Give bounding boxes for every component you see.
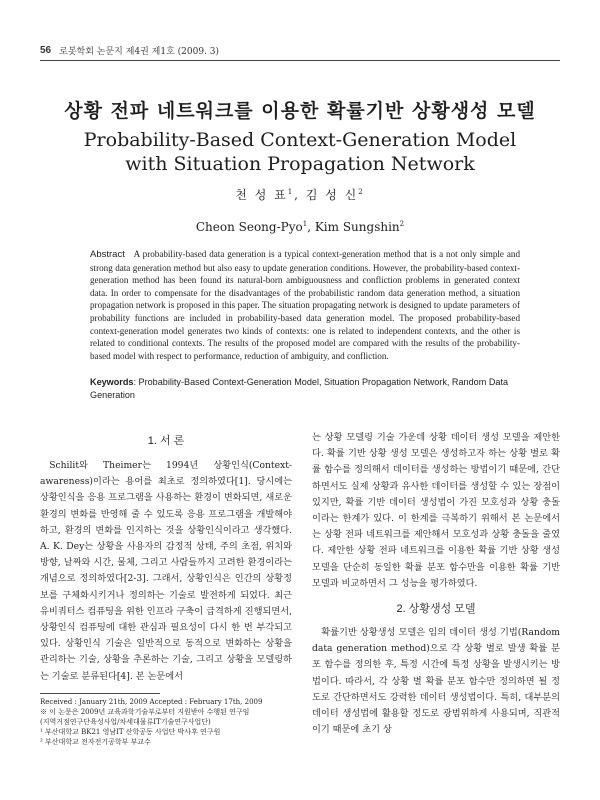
- english-title-line2: with Situation Propagation Network: [125, 153, 475, 175]
- received-dates: Received : January 21th, 2009 Accepted : February 17th, 2009: [40, 698, 263, 706]
- running-header: [40, 44, 560, 57]
- section1-heading: 1. 서 론: [147, 435, 185, 447]
- funding-note: ※ 이 논문은 2009년 교육과학기술부로부터 지원받아 수행된 연구임: [40, 708, 250, 716]
- abstract-label: Abstract: [90, 249, 125, 260]
- section2-heading: 2. 상황생성 모델: [396, 603, 476, 615]
- author2-en-affil: 2: [399, 220, 405, 228]
- author1-en-affil: 1: [302, 220, 308, 228]
- author-sep-en: ,: [307, 220, 315, 234]
- author2-ko-affil: 2: [358, 188, 365, 196]
- author1-ko-affil: 1: [287, 188, 295, 196]
- section1-paragraph: Schilit와 Theimer는 1994년 상황인식(Context-awareness)이라는 용어를 최초로 정의하였다[1]. 당시에는 상황인식을 응용 프로그램을 사용하는 환경이 변화되면, 새로운 환경의 변화를 반영해 줄 수 있도록 응용 프로그램을 개발해야 하고, 환경의 변화를 인지하는 것을 상황인식이라고 생각했다. A. K. Dey는 상황을 사용자의 감정적 상태, 주의 초점, 위치와 방향, 날짜와 시간, 물체, 그리고 사람들까지 고려한 환경이라는 개념으로 정의하였다[2-3]. 그래서, 상황인식은 인간의 상황정보를 구체화시키거나 정의하는 기술로 발전하게 되었다. 최근 유비쿼터스 컴퓨팅을 위한 인프라 구축이 급격하게 진행되면서, 상황인식 컴퓨팅에 대한 관심과 필요성이 다시 한 번 부각되고 있다. 상황인식 기술은 일반적으로 동적으로 변화하는 상황을 관리하는 기술, 상황을 추론하는 기술, 그리고 상황을 모델링하는 기술로 분류된다[4]. 본 논문에서: [40, 460, 292, 682]
- header-rule: [40, 60, 560, 61]
- funding-note-2: (지역거점연구단육성사업/차세대물류IT기술연구사업단): [40, 718, 211, 726]
- keywords-text: : Probability-Based Context-Generation Model, Situation Propagation Network, Random Data Generation: [90, 377, 509, 400]
- footnote-rule: [40, 693, 160, 694]
- section2-body: [312, 625, 560, 738]
- journal-info: 로봇학회 논문지 제4권 제1호 (2009. 3): [59, 47, 220, 57]
- korean-title: 상황 전파 네트워크를 이용한 확률기반 상황생성 모델: [64, 100, 536, 122]
- keywords: [90, 376, 520, 401]
- author2-ko: 김 성 신: [305, 188, 359, 202]
- abstract-text: A probability-based data generation is a typical context-generation method that is a not only simple and strong data generation method but also easy to update generation conditions. However, the probability-based context-generation method has been found its natural-born ambiguousness and confliction problems in generated context data. In order to compensate for the disadvantages of the probabilistic random data generation method, a situation propagation network is proposed in this paper. The situation propagating network is designed to update parameters of probability functions are included in probability-based data generation model. The proposed probability-based context-generation model generates two kinds of contexts: one is related to independent contexts, and the other is related to conditional contexts. The results of the proposed model are compared with the results of the probability-based model with respect to performance, reduction of ambiguity, and confliction.: [90, 249, 521, 361]
- english-title-line1: Probability-Based Context-Generation Model: [83, 129, 517, 151]
- english-title: [40, 128, 560, 176]
- english-authors: [40, 220, 560, 234]
- affiliation-2: ² 부산대학교 전자전기공학부 부교수: [40, 738, 151, 746]
- author1-ko: 천 성 표: [235, 188, 288, 202]
- korean-authors: [40, 186, 560, 203]
- keywords-label: Keywords: [90, 377, 134, 387]
- section2-paragraph: 확률기반 상황생성 모델은 임의 데이터 생성 기법(Random data generation method)으로 각 상황 별로 발생 확률 분포 함수를 정의한 후, 특정 시간에 특정 상황을 발생시키는 방법이다. 따라서, 각 상황 별 확률 분포 함수만 정의하면 될 정도로 간단하면서도 강력한 데이터 생성법이다. 특히, 대부분의 데이터 생성법에 활용할 정도로 광범위하게 사용되며, 직관적이기 때문에 초기 상: [312, 627, 560, 736]
- author-sep-ko: ,: [294, 188, 306, 202]
- page-number: 56: [40, 45, 52, 56]
- author1-en: Cheon Seong-Pyo: [195, 220, 303, 234]
- footnotes: [40, 697, 300, 747]
- section1-body: [40, 458, 292, 685]
- abstract: [90, 248, 520, 362]
- author2-en: Kim Sungshin: [314, 220, 400, 234]
- intro-continuation: 는 상황 모델링 기술 가운데 상황 데이터 생성 모델을 제안한다. 확률 기반 상황 생성 모델은 생성하고자 하는 상황 별로 확률 함수를 정의해서 데이터를 생성하는 방법이기 때문에, 간단하면서도 실제 상황과 유사한 데이터를 생성할 수 있는 장점이 있지만, 확률 기반 데이터 생성법이 가진 모호성과 상황 충돌이라는 한계가 있다. 이 한계를 극복하기 위해서 본 논문에서는 상황 전파 네트워크를 제안해서 모호성과 상황 충돌을 줄였다. 제안한 상황 전파 네트워크를 이용한 확률 기반 상황 생성 모델을 단순히 동일한 확률 분포 함수만을 이용한 확률 기반 모델과 비교하면서 그 성능을 평가하였다.: [312, 432, 560, 589]
- right-column-intro: [312, 430, 560, 592]
- affiliation-1: ¹ 부산대학교 BK21 영남IT 산학공동 사업단 박사후 연구원: [40, 728, 221, 736]
